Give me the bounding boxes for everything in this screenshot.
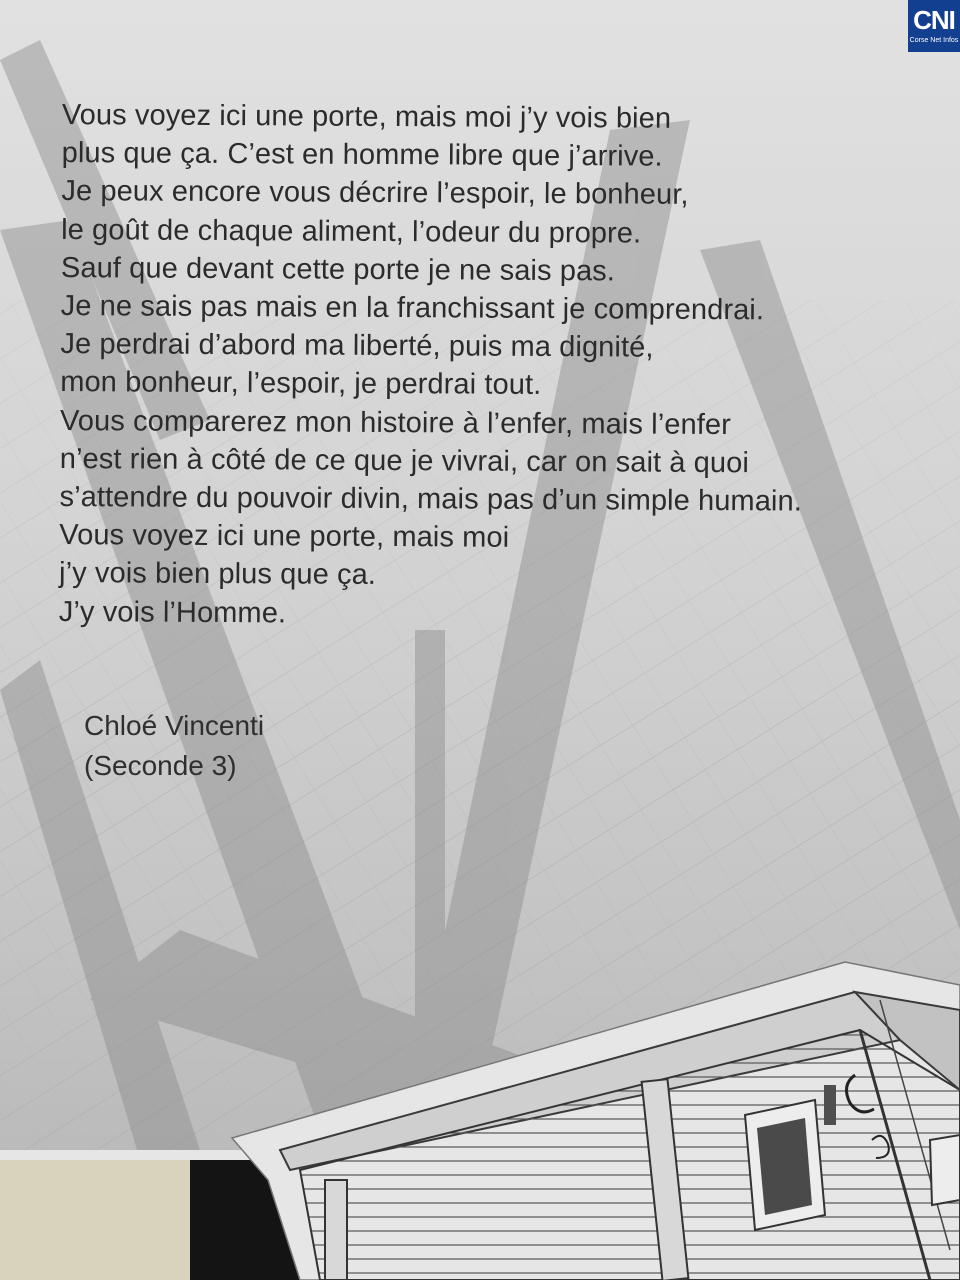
poem-line: Je perdrai d’abord ma liberté, puis ma dignité, xyxy=(60,328,654,364)
poem-line: plus que ça. C’est en homme libre que j’arrive. xyxy=(61,137,663,173)
poem-line: mon bonheur, l’espoir, je perdrai tout. xyxy=(60,366,542,402)
poem-line: Vous comparerez mon histoire à l’enfer, mais l’enfer xyxy=(59,404,732,441)
poem-line: Sauf que devant cette porte je ne sais pas. xyxy=(60,251,616,288)
poem-text xyxy=(59,96,952,636)
poem-line: Je peux encore vous décrire l’espoir, le bonheur, xyxy=(61,175,689,212)
poem-line: s’attendre du pouvoir divin, mais pas d’un simple humain. xyxy=(59,481,803,518)
poem-line: Vous voyez ici une porte, mais moi j’y vois bien xyxy=(61,98,672,135)
author-name: Chloé Vincenti xyxy=(84,710,265,741)
poem-line: le goût de chaque aliment, l’odeur du propre. xyxy=(61,213,642,250)
poem-signature xyxy=(84,706,264,786)
poem-line: J’y vois l’Homme. xyxy=(58,595,287,630)
cream-card xyxy=(0,1158,192,1280)
poem-line: Vous voyez ici une porte, mais moi xyxy=(59,519,510,554)
poem-line: Je ne sais pas mais en la franchissant je comprendrai. xyxy=(60,290,765,327)
logo-mark: CNI xyxy=(913,5,955,35)
logo-subtitle: Corse Net Infos xyxy=(909,37,959,44)
cni-watermark-logo xyxy=(908,0,960,52)
author-class: (Seconde 3) xyxy=(84,750,237,781)
poem-line: j’y vois bien plus que ça. xyxy=(58,557,377,592)
poem-line: n’est rien à côté de ce que je vivrai, car on sait à quoi xyxy=(59,442,750,480)
